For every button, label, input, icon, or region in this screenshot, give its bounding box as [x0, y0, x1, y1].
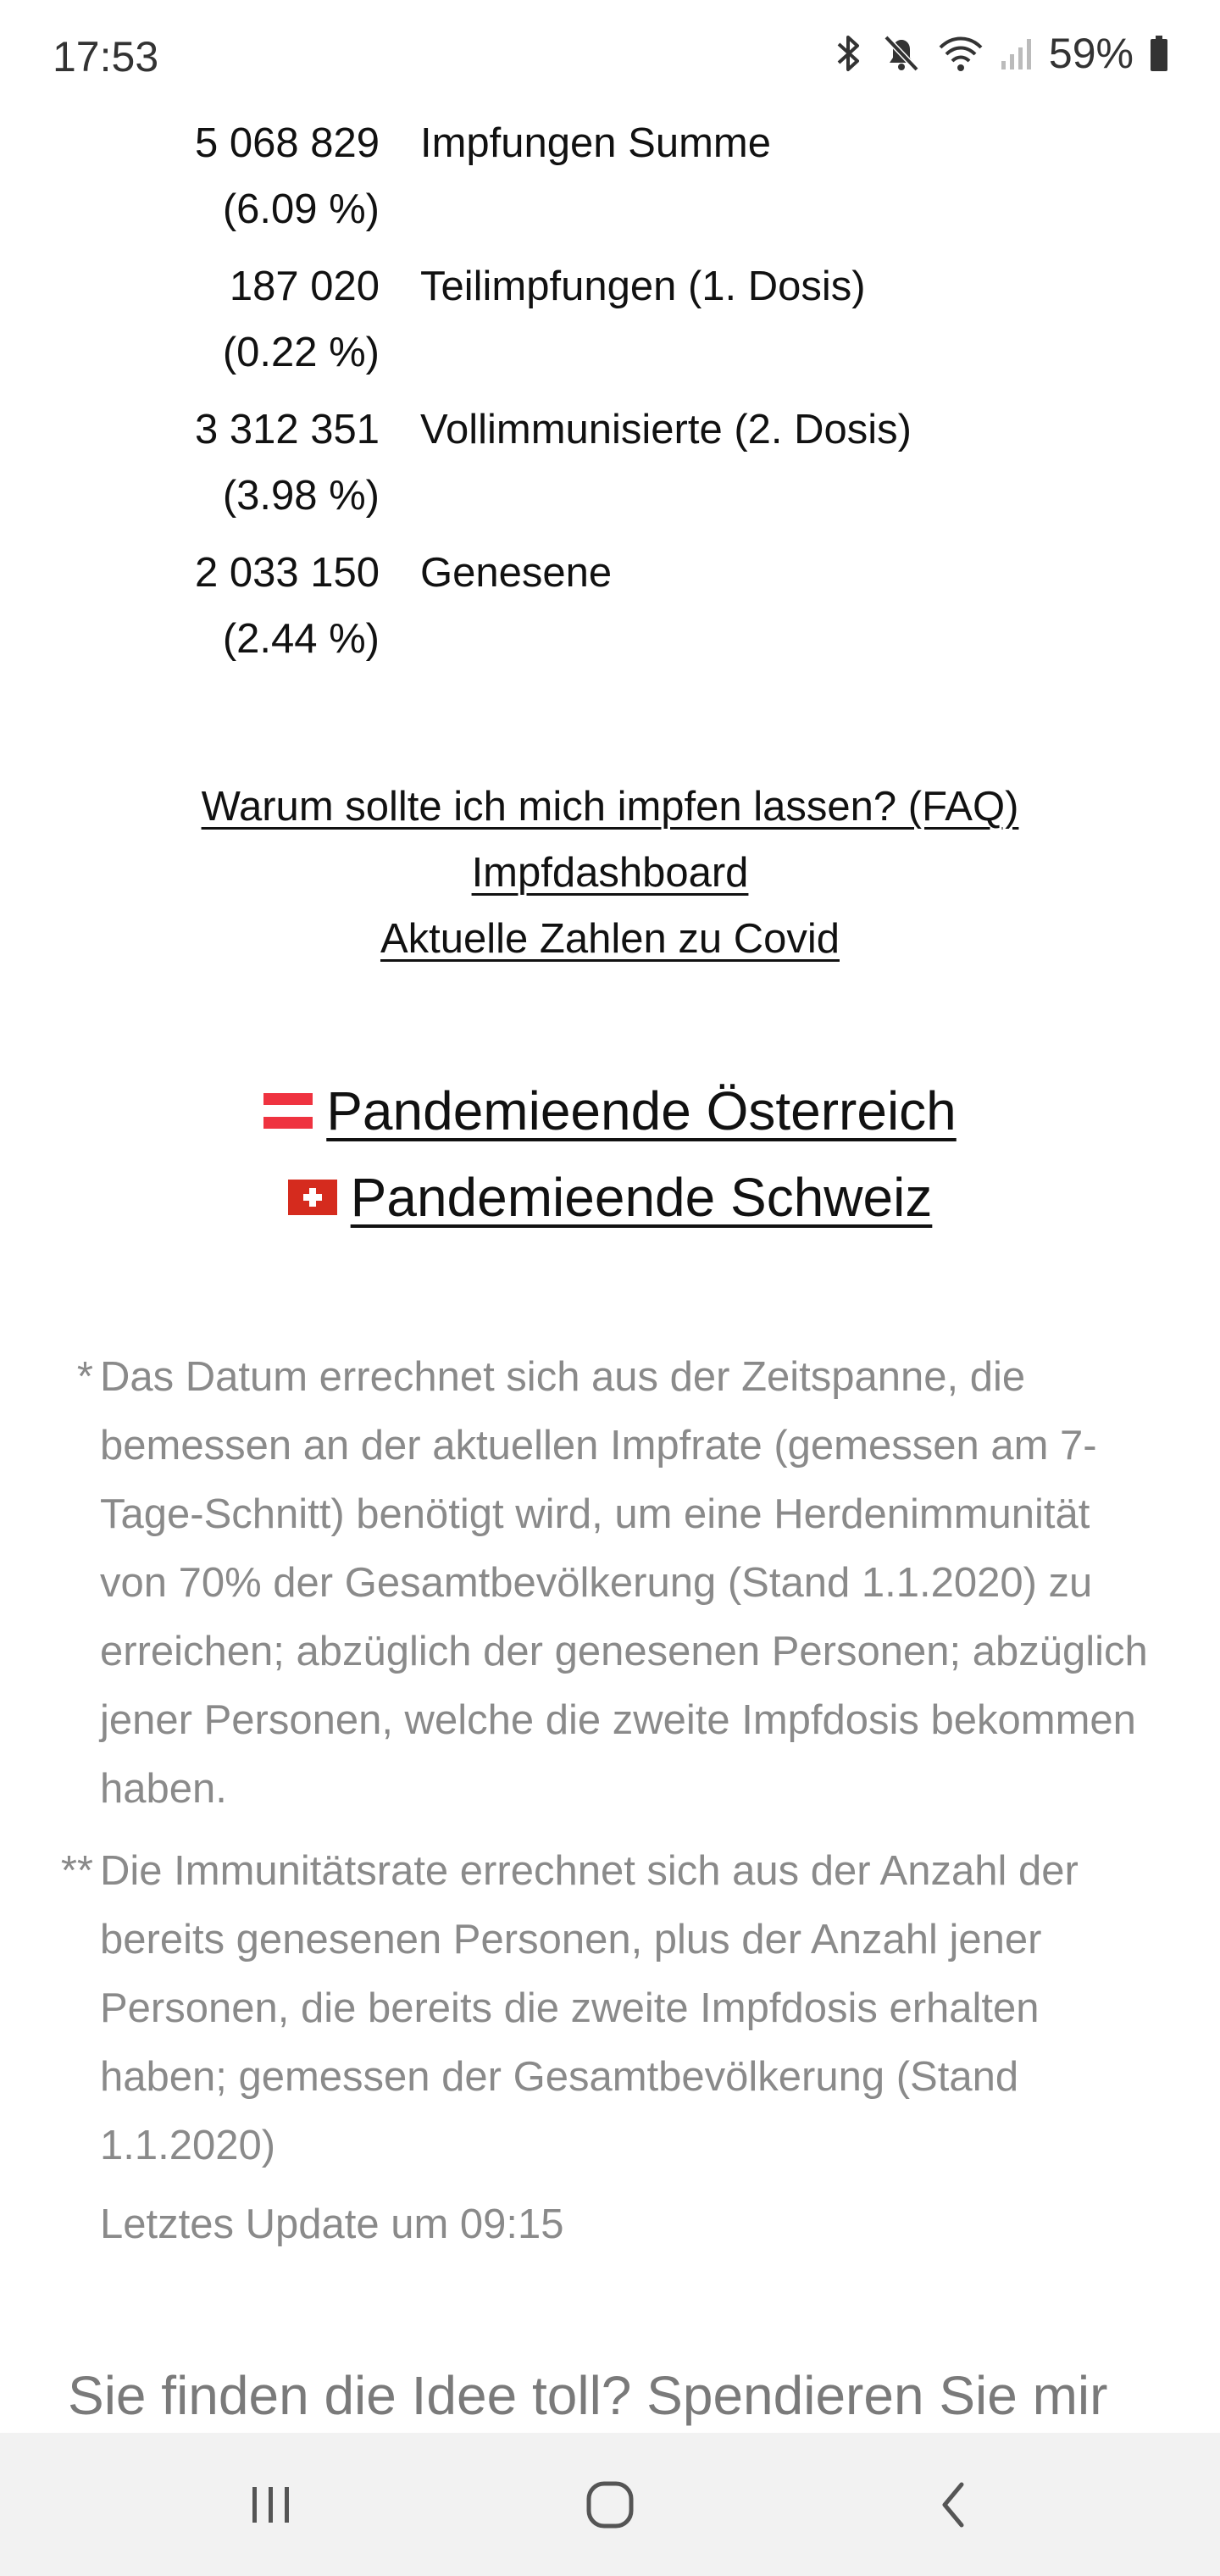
- mute-icon: [881, 32, 922, 75]
- status-time: 17:53: [53, 33, 159, 80]
- switzerland-flag-icon: [288, 1180, 337, 1215]
- stat-row: [0, 397, 1220, 540]
- home-icon: [585, 2479, 635, 2530]
- recent-apps-button[interactable]: [186, 2433, 356, 2576]
- stat-percent: (2.44 %): [222, 616, 380, 662]
- last-update: Letztes Update um 09:15: [100, 2201, 564, 2247]
- austria-link[interactable]: [0, 1068, 1220, 1154]
- vaccination-stats: [0, 110, 1220, 683]
- footnote-mark: **: [60, 1848, 93, 1894]
- home-button[interactable]: [525, 2433, 695, 2576]
- stat-label: Teilimpfungen (1. Dosis): [420, 264, 866, 309]
- stat-number: 2 033 150: [195, 550, 380, 596]
- signal-icon: [1000, 32, 1034, 75]
- stat-number: 3 312 351: [195, 407, 380, 452]
- stat-value: [0, 540, 380, 683]
- stat-row: [0, 540, 1220, 683]
- stat-value: [0, 253, 380, 397]
- austria-link-label[interactable]: Pandemieende Österreich: [326, 1080, 957, 1141]
- footnote-text: Die Immunitätsrate errechnet sich aus der Anzahl der bereits genesenen Personen, plus der Anzahl jener Personen, die bereits die zweite Impfdosis erhalten haben; gemessen der Gesamtbevölkerung (Stand 1.1.2020): [100, 1848, 1079, 2168]
- battery-icon: [1149, 34, 1169, 73]
- stat-percent: (3.98 %): [222, 473, 380, 519]
- austria-flag-icon: [263, 1093, 313, 1129]
- switzerland-link[interactable]: [0, 1154, 1220, 1241]
- wifi-icon: [937, 32, 984, 75]
- dashboard-link[interactable]: Impfdashboard: [471, 850, 749, 896]
- back-icon: [936, 2479, 970, 2530]
- stat-row: [0, 110, 1220, 253]
- faq-link[interactable]: Warum sollte ich mich impfen lassen? (FAQ): [201, 784, 1019, 830]
- stat-value: [0, 397, 380, 540]
- navigation-bar: [0, 2433, 1220, 2576]
- footnote: [0, 1343, 1220, 1824]
- donate-heading: Sie finden die Idee toll? Spendieren Sie mir: [68, 2365, 1108, 2426]
- stat-value: [0, 110, 380, 253]
- stat-label: Vollimmunisierte (2. Dosis): [420, 407, 912, 452]
- stat-label: Genesene: [420, 550, 613, 596]
- bluetooth-icon: [832, 32, 866, 75]
- back-button[interactable]: [868, 2433, 1038, 2576]
- footnote-mark: *: [76, 1354, 93, 1400]
- status-bar: [0, 0, 1220, 119]
- status-icons: [832, 29, 1169, 78]
- recent-apps-icon: [246, 2484, 297, 2526]
- stat-label: Impfungen Summe: [420, 120, 771, 166]
- info-links: [0, 774, 1220, 972]
- battery-percent: 59%: [1048, 30, 1134, 77]
- footnotes: [0, 1343, 1220, 2259]
- stat-percent: (0.22 %): [222, 330, 380, 375]
- footnote: [0, 1837, 1220, 2180]
- stat-number: 187 020: [229, 264, 380, 309]
- covid-numbers-link[interactable]: Aktuelle Zahlen zu Covid: [380, 916, 840, 962]
- stat-row: [0, 253, 1220, 397]
- country-links: [0, 1068, 1220, 1241]
- stat-number: 5 068 829: [195, 120, 380, 166]
- stat-percent: (6.09 %): [222, 186, 380, 232]
- switzerland-link-label[interactable]: Pandemieende Schweiz: [350, 1167, 933, 1228]
- footnote-text: Das Datum errechnet sich aus der Zeitspanne, die bemessen an der aktuellen Impfrate (gemessen am 7-Tage-Schnitt) benötigt wird, um eine Herdenimmunität von 70% der Gesamtbevölkerung (Stand 1.1.2020) zu erreichen; abzüglich der genesenen Personen; abzüglich jener Personen, welche die zweite Impfdosis bekommen haben.: [100, 1354, 1148, 1812]
